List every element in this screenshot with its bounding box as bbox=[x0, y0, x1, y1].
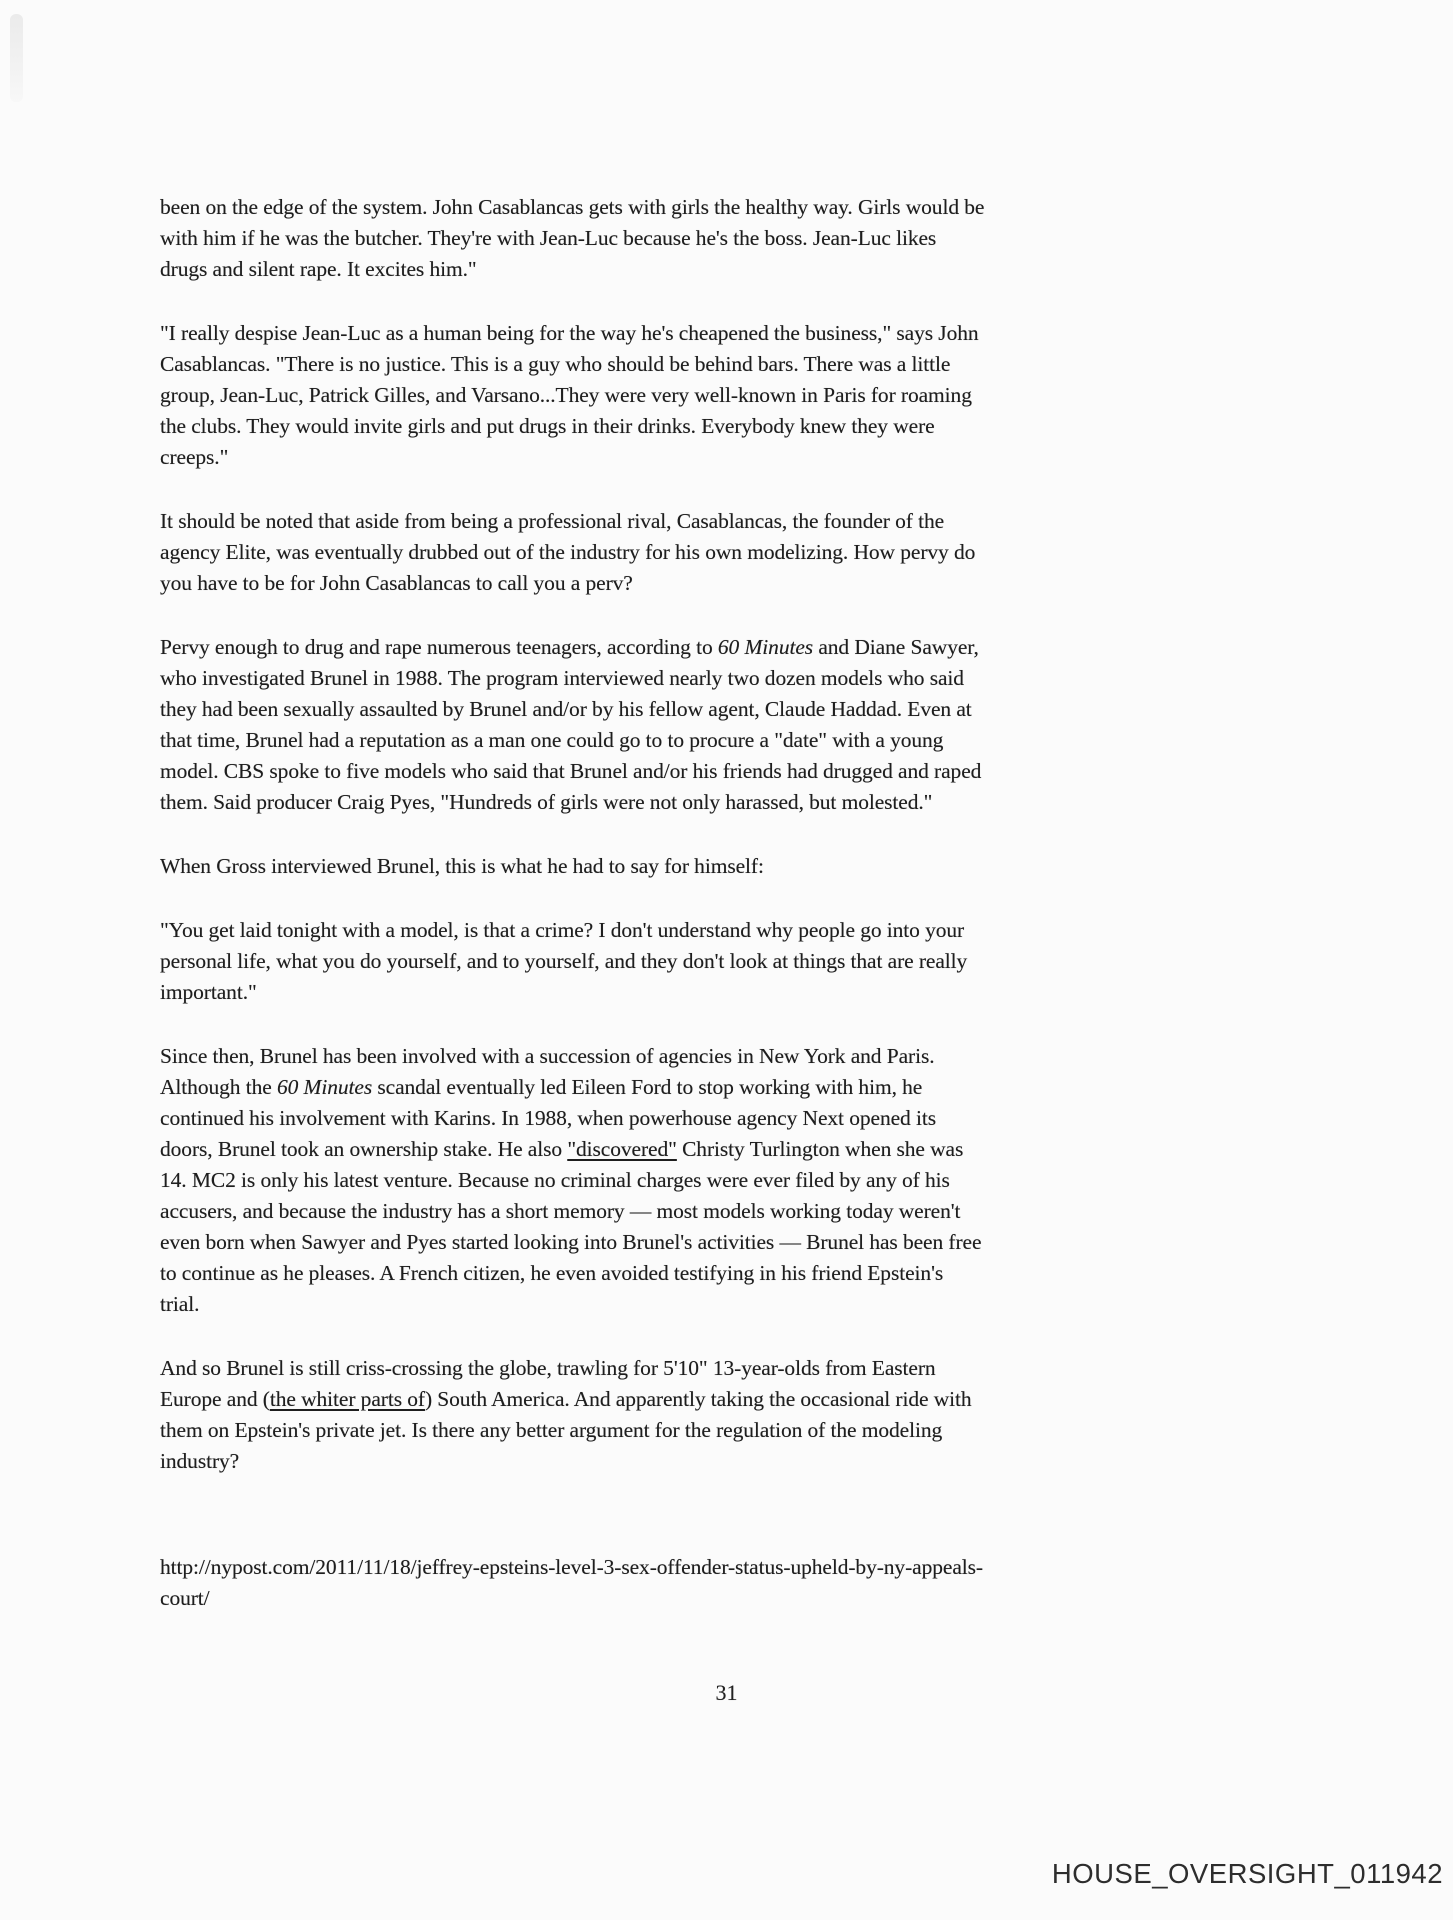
text-line: doors, Brunel took an ownership stake. He also "discovered" Christy Turlington when she was bbox=[160, 1137, 964, 1161]
text-line: Although the 60 Minutes scandal eventually led Eileen Ford to stop working with him, he bbox=[160, 1075, 923, 1099]
text-line: personal life, what you do yourself, and to yourself, and they don't look at things that are really bbox=[160, 949, 968, 973]
text-line: important." bbox=[160, 980, 257, 1004]
text-line: accusers, and because the industry has a short memory — most models working today weren't bbox=[160, 1199, 961, 1223]
text-line: been on the edge of the system. John Casablancas gets with girls the healthy way. Girls would be bbox=[160, 195, 985, 219]
text-line: 14. MC2 is only his latest venture. Because no criminal charges were ever filed by any of his bbox=[160, 1168, 950, 1192]
text-line: model. CBS spoke to five models who said that Brunel and/or his friends had drugged and raped bbox=[160, 759, 982, 783]
text-line: Europe and (the whiter parts of) South America. And apparently taking the occasional ride with bbox=[160, 1387, 972, 1411]
text-line: you have to be for John Casablancas to call you a perv? bbox=[160, 571, 633, 595]
bates-stamp: HOUSE_OVERSIGHT_011942 bbox=[1051, 1858, 1443, 1889]
paragraph-casablancas-quote-1 bbox=[160, 192, 1044, 285]
text-line: they had been sexually assaulted by Brunel and/or by his fellow agent, Claude Haddad. Even at bbox=[160, 697, 972, 721]
text-line: even born when Sawyer and Pyes started looking into Brunel's activities — Brunel has been free bbox=[160, 1230, 982, 1254]
source-url bbox=[160, 1552, 1044, 1614]
text-line: who investigated Brunel in 1988. The program interviewed nearly two dozen models who said bbox=[160, 666, 964, 690]
text-line: And so Brunel is still criss-crossing the globe, trawling for 5'10" 13-year-olds from Eastern bbox=[160, 1356, 936, 1380]
paragraph-since-then bbox=[160, 1041, 1044, 1320]
text-line: court/ bbox=[160, 1586, 210, 1610]
text-line: Pervy enough to drug and rape numerous teenagers, according to 60 Minutes and Diane Sawyer, bbox=[160, 635, 979, 659]
text-line: When Gross interviewed Brunel, this is what he had to say for himself: bbox=[160, 854, 764, 878]
text-line: http://nypost.com/2011/11/18/jeffrey-epsteins-level-3-sex-offender-status-upheld-by-ny-appeals- bbox=[160, 1555, 983, 1579]
text-line: creeps." bbox=[160, 445, 229, 469]
paragraph-gross-intro bbox=[160, 851, 1044, 882]
text-line: group, Jean-Luc, Patrick Gilles, and Varsano...They were very well-known in Paris for roaming bbox=[160, 383, 972, 407]
text-line: It should be noted that aside from being a professional rival, Casablancas, the founder of the bbox=[160, 509, 945, 533]
text-line: continued his involvement with Karins. In 1988, when powerhouse agency Next opened its bbox=[160, 1106, 936, 1130]
paragraph-60-minutes bbox=[160, 632, 1044, 818]
text-line: trial. bbox=[160, 1292, 200, 1316]
text-line: with him if he was the butcher. They're with Jean-Luc because he's the boss. Jean-Luc likes bbox=[160, 226, 937, 250]
text-line: the clubs. They would invite girls and put drugs in their drinks. Everybody knew they were bbox=[160, 414, 935, 438]
text-line: them on Epstein's private jet. Is there any better argument for the regulation of the modeling bbox=[160, 1418, 943, 1442]
text-line: Casablancas. "There is no justice. This is a guy who should be behind bars. There was a little bbox=[160, 352, 951, 376]
text-line: them. Said producer Craig Pyes, "Hundreds of girls were not only harassed, but molested." bbox=[160, 790, 933, 814]
text-line: agency Elite, was eventually drubbed out of the industry for his own modelizing. How pervy do bbox=[160, 540, 976, 564]
paragraph-conclusion bbox=[160, 1353, 1044, 1477]
text-line: that time, Brunel had a reputation as a man one could go to to procure a "date" with a young bbox=[160, 728, 944, 752]
paragraph-casablancas-note bbox=[160, 506, 1044, 599]
paragraph-casablancas-quote-2 bbox=[160, 318, 1044, 473]
page-number: 31 bbox=[715, 1680, 738, 1705]
scan-artifact-mark bbox=[10, 14, 23, 102]
text-line: drugs and silent rape. It excites him." bbox=[160, 257, 477, 281]
paragraph-brunel-quote bbox=[160, 915, 1044, 1008]
text-line: "I really despise Jean-Luc as a human being for the way he's cheapened the business," says John bbox=[160, 321, 979, 345]
text-line: Since then, Brunel has been involved with a succession of agencies in New York and Paris. bbox=[160, 1044, 935, 1068]
text-line: industry? bbox=[160, 1449, 240, 1473]
text-line: "You get laid tonight with a model, is that a crime? I don't understand why people go into your bbox=[160, 918, 965, 942]
text-line: to continue as he pleases. A French citizen, he even avoided testifying in his friend Epstein's bbox=[160, 1261, 944, 1285]
text-block bbox=[160, 192, 1044, 1647]
